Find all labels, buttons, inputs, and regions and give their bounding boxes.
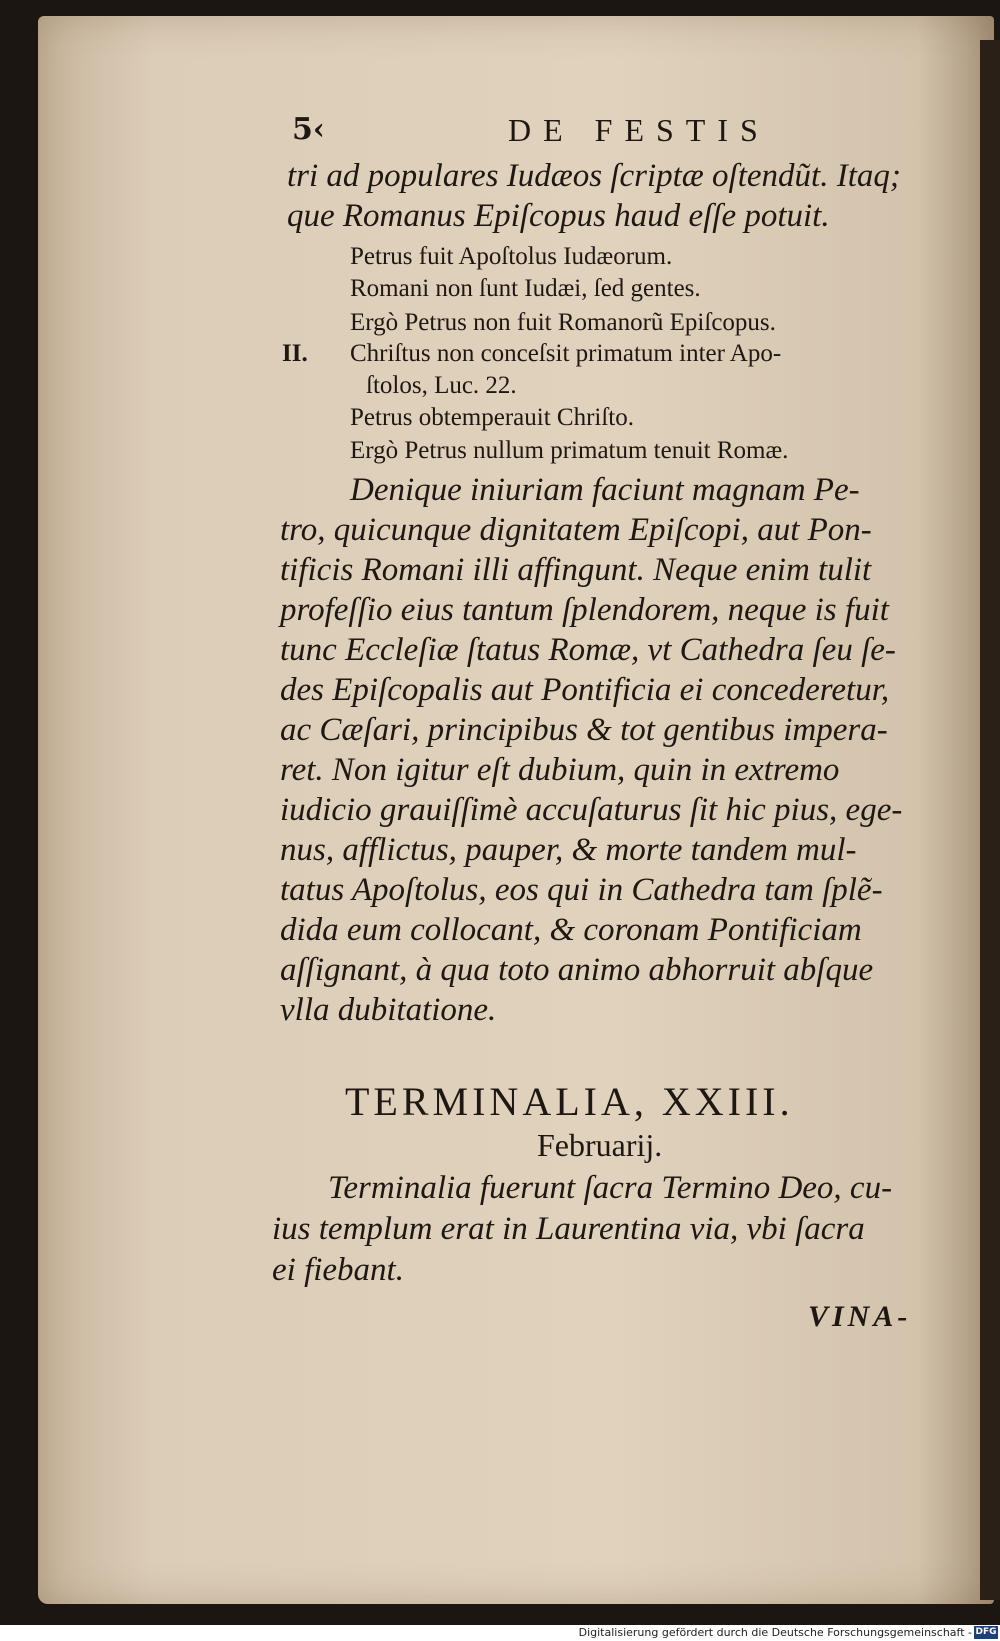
section-subtitle: Februarij. bbox=[537, 1127, 663, 1163]
page-number: 5‹ bbox=[292, 112, 325, 147]
dfg-logo-icon: DFG bbox=[975, 1627, 997, 1637]
body-line: tificis Romani illi affingunt. Neque enim tulit bbox=[280, 552, 872, 588]
body-line: iudicio grauiſſimè accuſaturus ſit hic pius, ege- bbox=[280, 792, 903, 828]
section-title: TERMINALIA, XXIII. bbox=[345, 1079, 794, 1124]
body-line: que Romanus Epiſcopus haud eſſe potuit. bbox=[287, 198, 830, 234]
body-line: aſſignant, à qua toto animo abhorruit abſque bbox=[280, 952, 874, 988]
syllogism-line: Chriſtus non conceſsit primatum inter Apo- bbox=[350, 340, 782, 367]
footer-text: Digitalisierung gefördert durch die Deutsche Forschungsgemeinschaft - bbox=[578, 1626, 972, 1639]
syllogism-line: Romani non ſunt Iudæi, ſed gentes. bbox=[350, 275, 701, 302]
body-line: tri ad populares Iudæos ſcriptæ oſtendũt. Itaq; bbox=[287, 158, 901, 194]
section-line: Terminalia fuerunt ſacra Termino Deo, cu- bbox=[328, 1170, 893, 1206]
body-line: nus, afflictus, pauper, & morte tandem mul- bbox=[280, 832, 857, 868]
syllogism-line: ſtolos, Luc. 22. bbox=[366, 372, 517, 399]
body-line: ret. Non igitur eſt dubium, quin in extremo bbox=[280, 752, 840, 788]
syllogism-line: Ergò Petrus non fuit Romanorũ Epiſcopus. bbox=[350, 309, 776, 336]
body-line: tunc Eccleſiæ ſtatus Romæ, vt Cathedra ſeu ſe- bbox=[280, 632, 896, 668]
body-line: Denique iniuriam faciunt magnam Pe- bbox=[350, 472, 860, 508]
body-line: vlla dubitatione. bbox=[280, 992, 497, 1028]
running-title: DE FESTIS bbox=[508, 112, 770, 148]
book-spine bbox=[980, 40, 1000, 1600]
syllogism-line: Petrus fuit Apoſtolus Iudæorum. bbox=[350, 243, 673, 270]
section-line: ius templum erat in Laurentina via, vbi ſacra bbox=[272, 1211, 865, 1247]
syllogism-line: Petrus obtemperauit Chriſto. bbox=[350, 404, 634, 431]
syllogism-line: Ergò Petrus nullum primatum tenuit Romæ. bbox=[350, 437, 789, 464]
catchword: VINA- bbox=[808, 1300, 912, 1333]
margin-number: II. bbox=[282, 340, 308, 367]
body-line: profeſſio eius tantum ſplendorem, neque is fuit bbox=[280, 592, 889, 628]
body-line: dida eum collocant, & coronam Pontificiam bbox=[280, 912, 862, 948]
body-line: tatus Apoſtolus, eos qui in Cathedra tam ſplẽ- bbox=[280, 872, 883, 908]
body-line: tro, quicunque dignitatem Epiſcopi, aut Pon- bbox=[280, 512, 872, 548]
footer-bar bbox=[0, 1625, 1000, 1641]
body-line: des Epiſcopalis aut Pontificia ei concederetur, bbox=[280, 672, 890, 708]
section-line: ei fiebant. bbox=[272, 1252, 404, 1288]
body-line: ac Cæſari, principibus & tot gentibus impera- bbox=[280, 712, 888, 748]
